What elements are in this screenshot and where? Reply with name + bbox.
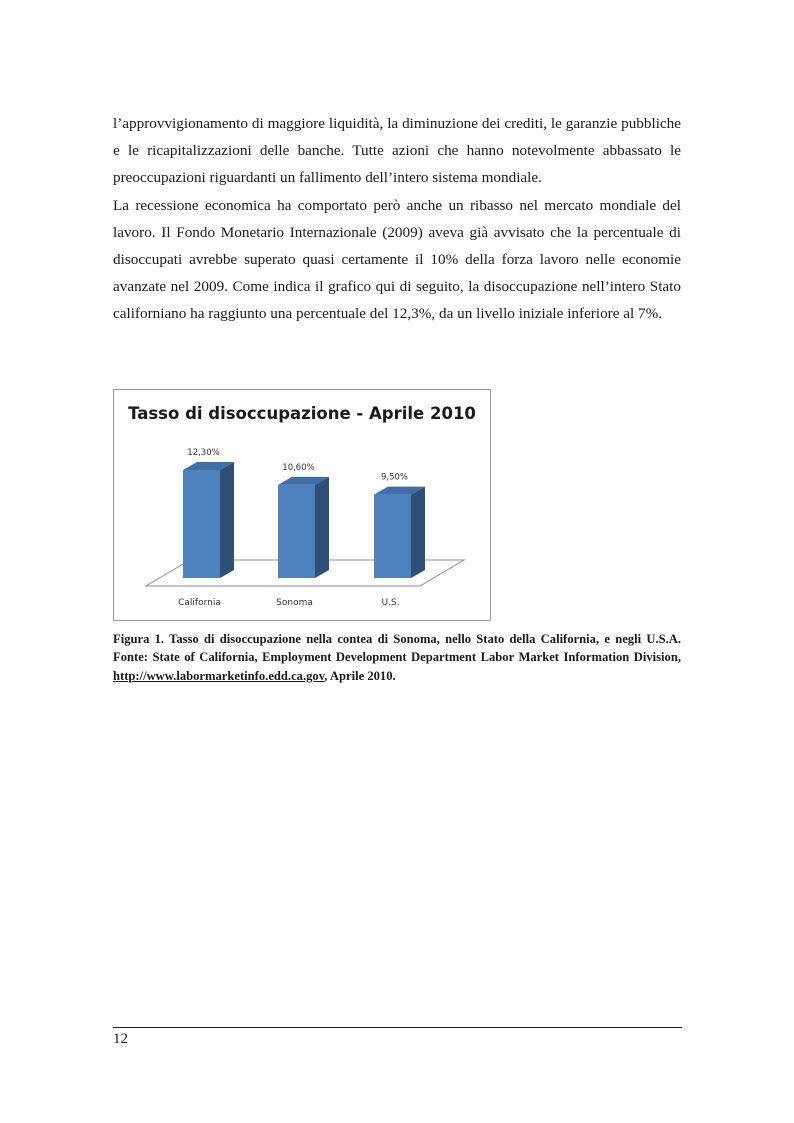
body-text [113, 110, 681, 328]
bar-side-sonoma [315, 477, 329, 578]
bar-u-s [374, 495, 411, 578]
data-label-california: 12,30% [187, 448, 220, 458]
bar-sonoma [278, 485, 315, 578]
paragraph-2: La recessione economica ha comportato però anche un ribasso nel mercato mondiale del lavoro. Il Fondo Monetario Internazionale (2009) aveva già avvisato che la percentuale di disoccupati avrebbe superato quasi certamente il 10% della forza lavoro nelle economie avanzate nel 2009. Come indica il grafico qui di seguito, la disoccupazione nell’intero Stato californiano ha raggiunto una percentuale del 12,3%, da un livello iniziale inferiore al 7%. [113, 196, 681, 323]
bar-california [183, 470, 220, 578]
unemployment-chart [113, 389, 491, 621]
page-number: 12 [113, 1031, 128, 1047]
paragraph-1: l’approvvigionamento di maggiore liquidità, la diminuzione dei crediti, le garanzie pubbliche e le ricapitalizzazioni delle banche. Tutte azioni che hanno notevolmente abbassato le preoccupazioni riguardanti un fallimento dell’intero sistema mondiale. [113, 115, 681, 187]
chart-title: Tasso di disoccupazione - Aprile 2010 [128, 404, 476, 423]
data-label-sonoma: 10,60% [282, 462, 315, 473]
bar-side-california [220, 462, 234, 578]
bar-side-u-s [411, 487, 425, 578]
category-label-california: California [178, 598, 221, 608]
footer-rule [113, 1027, 682, 1028]
figure-caption [113, 630, 681, 685]
caption-suffix: , Aprile 2010. [324, 668, 396, 683]
category-label-sonoma: Sonoma [276, 598, 313, 608]
data-label-u-s: 9,50% [380, 472, 409, 483]
source-link[interactable]: http://www.labormarketinfo.edd.ca.gov [113, 668, 325, 683]
category-label-u-s: U.S. [381, 598, 400, 608]
chart-svg [114, 390, 490, 620]
caption-text: Figura 1. Tasso di disoccupazione nella contea di Sonoma, nello Stato della California, e negli U.S.A. Fonte: State of California, Employment Development Department Labor Market Information Division, [113, 632, 681, 665]
